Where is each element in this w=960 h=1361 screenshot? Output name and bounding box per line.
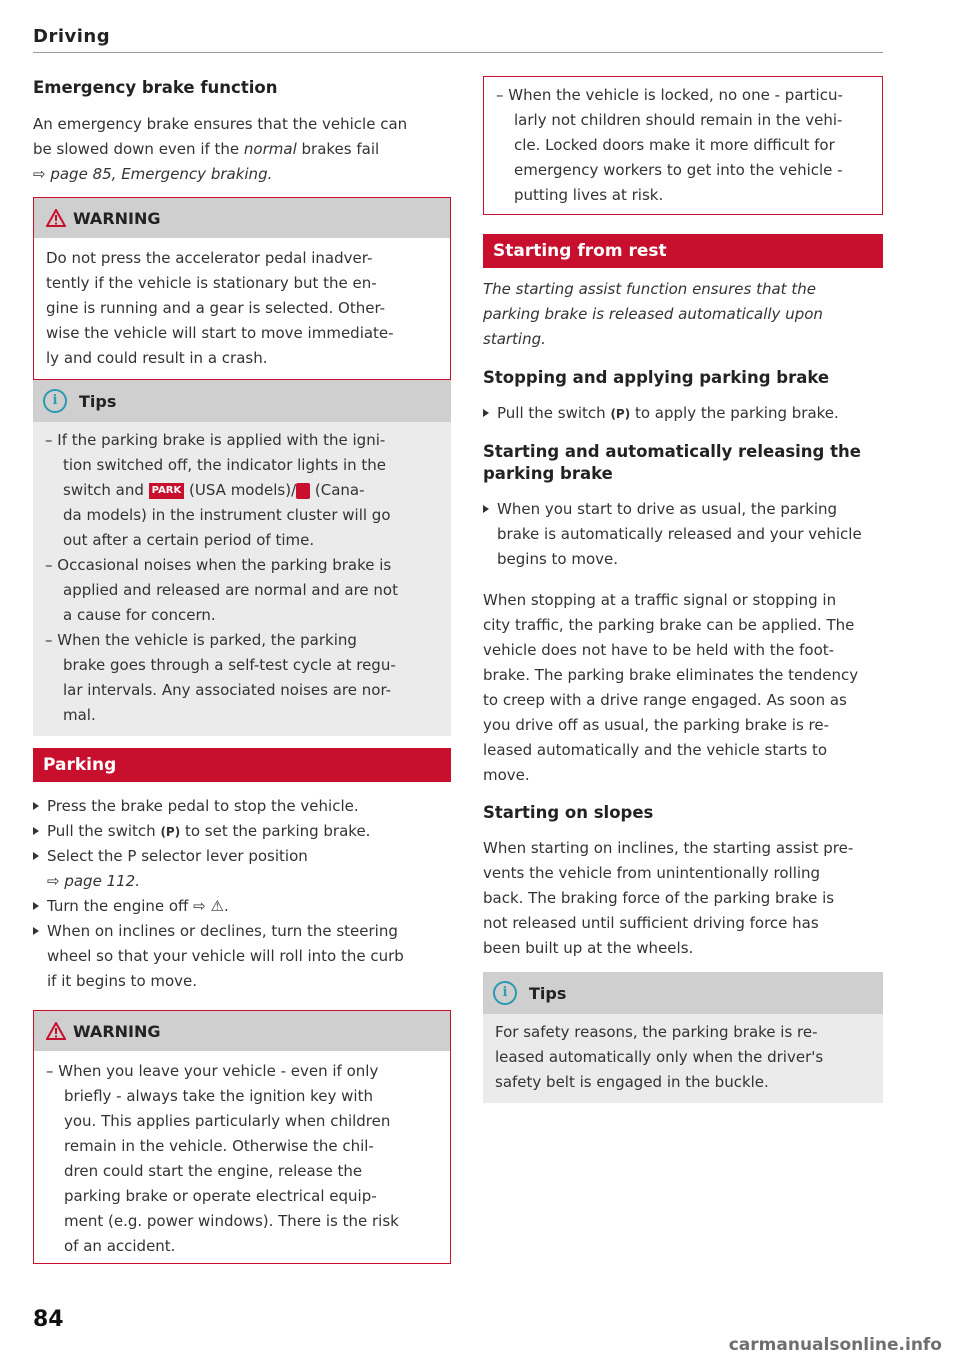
warning-title: WARNING <box>73 208 161 228</box>
parking-step <box>33 844 451 894</box>
warning-body <box>484 77 882 214</box>
info-icon: i <box>43 389 67 413</box>
bullet-arrow-icon <box>33 927 39 935</box>
tips-line: applied and released are normal and are not <box>63 581 398 599</box>
text: begins to move. <box>497 550 619 568</box>
warning-line: wise the vehicle will start to move immediate- <box>46 324 394 342</box>
tips-header <box>483 972 883 1014</box>
text: switch and <box>63 481 149 499</box>
page-number: 84 <box>33 1307 64 1332</box>
auto-body-line: leased automatically and the vehicle starts to <box>483 741 828 759</box>
warning-box-1 <box>33 197 451 380</box>
text: brake is automatically released and your vehicle <box>497 525 862 543</box>
warning-line: briefly - always take the ignition key with <box>64 1087 373 1105</box>
text: (USA models)/ <box>184 481 297 499</box>
tips-line: safety belt is engaged in the buckle. <box>495 1073 769 1091</box>
tips-item <box>45 553 439 628</box>
text <box>47 819 451 845</box>
section-header: Driving <box>33 26 111 47</box>
tips-line: – If the parking brake is applied with the igni- <box>45 428 439 453</box>
emergency-body-line-2 <box>33 137 451 162</box>
warning-line: emergency workers to get into the vehicle - <box>514 161 843 179</box>
warning-line: you. This applies particularly when children <box>64 1112 391 1130</box>
park-indicator-icon: PARK <box>149 483 185 499</box>
bullet-arrow-icon <box>33 852 39 860</box>
tips-line: For safety reasons, the parking brake is re- <box>495 1023 818 1041</box>
tips-line: tion switched off, the indicator lights in the <box>63 456 387 474</box>
text: wheel so that your vehicle will roll into the curb <box>47 947 404 965</box>
parking-step <box>33 794 451 819</box>
bullet-arrow-icon <box>33 827 39 835</box>
text-italic: normal <box>243 140 297 158</box>
warning-line: remain in the vehicle. Otherwise the chil- <box>64 1137 374 1155</box>
parking-step <box>33 894 451 919</box>
tips-body <box>33 422 451 736</box>
emergency-brake-heading: Emergency brake function <box>33 78 278 97</box>
text: (Cana- <box>310 481 365 499</box>
watermark: carmanualsonline.info <box>728 1335 942 1355</box>
tips-item <box>45 428 439 553</box>
tips-title: Tips <box>529 983 567 1003</box>
slopes-body-line: back. The braking force of the parking brake is <box>483 889 835 907</box>
parking-brake-indicator-icon <box>296 483 310 499</box>
stopping-heading: Stopping and applying parking brake <box>483 368 830 387</box>
warning-line: gine is running and a gear is selected. Other- <box>46 299 386 317</box>
slopes-heading: Starting on slopes <box>483 803 654 822</box>
warning-line: Do not press the accelerator pedal inadver- <box>46 249 373 267</box>
tips-line: da models) in the instrument cluster will go <box>63 506 391 524</box>
parking-step <box>33 819 451 845</box>
starting-section-banner: Starting from rest <box>483 234 883 268</box>
warning-body <box>34 1051 450 1263</box>
text: Select the P selector lever position <box>47 847 308 865</box>
bullet-arrow-icon <box>483 409 489 417</box>
warning-line: parking brake or operate electrical equip- <box>64 1187 377 1205</box>
warning-line: ly and could result in a crash. <box>46 349 268 367</box>
warning-line: of an accident. <box>64 1237 176 1255</box>
warning-line: cle. Locked doors make it more difficult for <box>514 136 835 154</box>
auto-body-line: When stopping at a traffic signal or stopping in <box>483 591 837 609</box>
warning-continuation-box <box>483 76 883 215</box>
warning-line: ment (e.g. power windows). There is the risk <box>64 1212 399 1230</box>
tips-line <box>45 478 439 503</box>
tips-body <box>483 1014 883 1103</box>
emergency-body-line-1: An emergency brake ensures that the vehicle can <box>33 115 408 133</box>
parking-section-banner: Parking <box>33 748 451 782</box>
bullet-arrow-icon <box>33 802 39 810</box>
warning-title: WARNING <box>73 1021 161 1041</box>
auto-body-line: to creep with a drive range engaged. As soon as <box>483 691 847 709</box>
warning-header <box>34 198 450 238</box>
warning-line: dren could start the engine, release the <box>64 1162 363 1180</box>
auto-body-line: you drive off as usual, the parking brake is re- <box>483 716 830 734</box>
intro-line: starting. <box>483 330 546 348</box>
auto-body-line: brake. The parking brake eliminates the tendency <box>483 666 859 684</box>
auto-body-line: city traffic, the parking brake can be applied. The <box>483 616 855 634</box>
text: if it begins to move. <box>47 972 198 990</box>
bullet-arrow-icon <box>33 902 39 910</box>
auto-body-line: vehicle does not have to be held with the foot- <box>483 641 835 659</box>
auto-release-heading: parking brake <box>483 464 613 483</box>
warning-triangle-icon <box>46 209 66 227</box>
tips-box-1 <box>33 380 451 736</box>
slopes-body-line: been built up at the wheels. <box>483 939 694 957</box>
info-icon: i <box>493 981 517 1005</box>
parking-brake-switch-icon: (P) <box>610 407 631 421</box>
text: When you start to drive as usual, the parking <box>497 500 838 518</box>
tips-line: lar intervals. Any associated noises are nor- <box>63 681 392 699</box>
tips-line: out after a certain period of time. <box>63 531 315 549</box>
warning-line: larly not children should remain in the vehi- <box>514 111 843 129</box>
slopes-body-line: not released until sufficient driving force has <box>483 914 819 932</box>
tips-line: leased automatically only when the driver's <box>495 1048 824 1066</box>
intro-line: The starting assist function ensures that the <box>483 280 816 298</box>
slopes-body-line: When starting on inclines, the starting assist pre- <box>483 839 854 857</box>
text: When on inclines or declines, turn the steering <box>47 922 398 940</box>
warning-body <box>34 238 450 379</box>
bullet-arrow-icon <box>483 505 489 513</box>
tips-header <box>33 380 451 422</box>
tips-line: – Occasional noises when the parking brake is <box>45 553 439 578</box>
parking-brake-switch-icon: (P) <box>160 825 181 839</box>
text: Pull the switch <box>497 404 611 422</box>
warning-box-2 <box>33 1010 451 1264</box>
tips-title: Tips <box>79 391 117 411</box>
warning-line: – When you leave your vehicle - even if only <box>46 1059 438 1084</box>
header-divider <box>33 52 883 53</box>
text: Press the brake pedal to stop the vehicle. <box>47 797 359 815</box>
intro-line: parking brake is released automatically upon <box>483 305 823 323</box>
warning-line: – When the vehicle is locked, no one - particu- <box>496 83 870 108</box>
text: to apply the parking brake. <box>630 404 839 422</box>
tips-line: brake goes through a self-test cycle at regu- <box>63 656 396 674</box>
text <box>497 401 883 427</box>
text: be slowed down even if the <box>33 140 244 158</box>
tips-box-2 <box>483 972 883 1103</box>
tips-line: mal. <box>63 706 96 724</box>
tips-line: – When the vehicle is parked, the parking <box>45 628 439 653</box>
tips-line: a cause for concern. <box>63 606 216 624</box>
warning-triangle-icon <box>46 1022 66 1040</box>
parking-step <box>33 919 451 994</box>
text: Pull the switch <box>47 822 161 840</box>
slopes-body-line: vents the vehicle from unintentionally rolling <box>483 864 821 882</box>
auto-release-heading: Starting and automatically releasing the <box>483 442 861 461</box>
auto-body-line: move. <box>483 766 530 784</box>
warning-line: putting lives at risk. <box>514 186 664 204</box>
text: Turn the engine off ⇨ ⚠. <box>47 897 229 915</box>
page-ref-link[interactable]: ⇨ page 112. <box>47 872 140 890</box>
tips-item <box>45 628 439 728</box>
text: brakes fail <box>296 140 380 158</box>
text: to set the parking brake. <box>180 822 371 840</box>
auto-release-step <box>483 497 883 572</box>
emergency-page-ref[interactable]: ⇨ page 85, Emergency braking. <box>33 165 273 183</box>
warning-header <box>34 1011 450 1051</box>
warning-line: tently if the vehicle is stationary but the en- <box>46 274 377 292</box>
stopping-step <box>483 401 883 427</box>
